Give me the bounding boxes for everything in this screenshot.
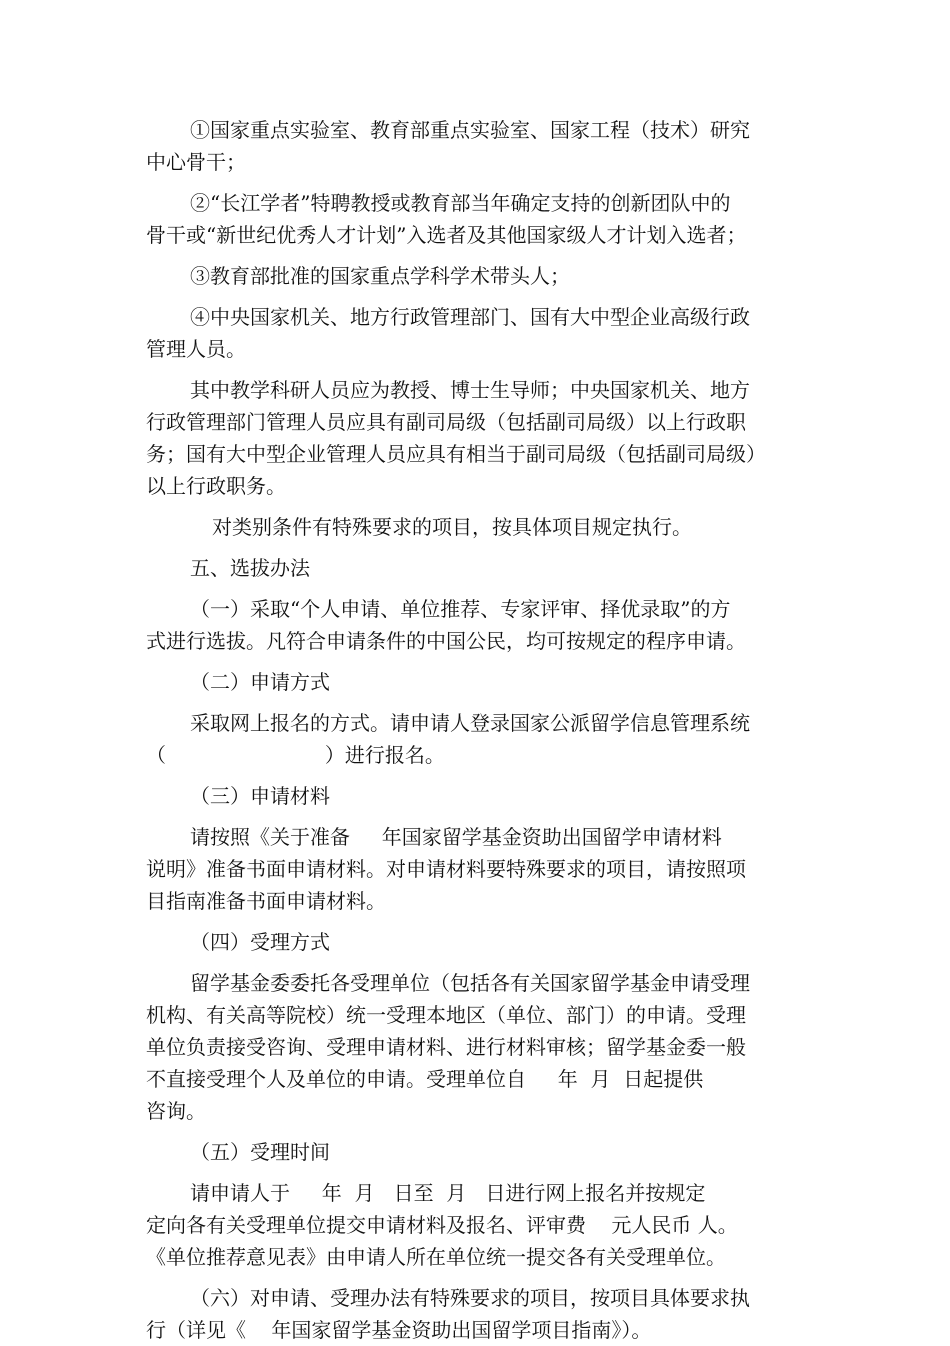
paragraph-line: （六）对申请、受理办法有特殊要求的项目，按项目具体要求执 bbox=[190, 1286, 750, 1310]
subsection-heading: （三）申请材料 bbox=[190, 784, 330, 808]
subsection-heading: （五）受理时间 bbox=[190, 1140, 330, 1164]
paragraph-line: 定向各有关受理单位提交申请材料及报名、评审费 元人民币 人。 bbox=[146, 1213, 738, 1237]
paragraph-line: 骨干或“新世纪优秀人才计划”入选者及其他国家级人才计划入选者； bbox=[146, 223, 747, 247]
paragraph-line: 咨询。 bbox=[146, 1099, 206, 1123]
paragraph-line: 务；国有大中型企业管理人员应具有相当于副司局级（包括副司局级） bbox=[146, 442, 766, 466]
paragraph-line: ③教育部批准的国家重点学科学术带头人； bbox=[190, 264, 570, 288]
paragraph-line: 说明》准备书面申请材料。对申请材料要特殊要求的项目，请按照项 bbox=[146, 857, 746, 881]
paragraph-line: 采取网上报名的方式。请申请人登录国家公派留学信息管理系统 bbox=[190, 711, 750, 735]
paragraph-line: ②“长江学者”特聘教授或教育部当年确定支持的创新团队中的 bbox=[190, 191, 731, 215]
paragraph-line: （ ）进行报名。 bbox=[146, 743, 445, 767]
paragraph-line: 单位负责接受咨询、受理申请材料、进行材料审核；留学基金委一般 bbox=[146, 1035, 746, 1059]
paragraph-line: 行（详见《 年国家留学基金资助出国留学项目指南》）。 bbox=[146, 1318, 652, 1342]
paragraph-line: 《单位推荐意见表》由申请人所在单位统一提交各有关受理单位。 bbox=[146, 1245, 726, 1269]
paragraph-line: 请按照《关于准备 年国家留学基金资助出国留学申请材料 bbox=[190, 825, 722, 849]
paragraph-line: 行政管理部门管理人员应具有副司局级（包括副司局级）以上行政职 bbox=[146, 410, 746, 434]
paragraph-line: 中心骨干； bbox=[146, 150, 246, 174]
paragraph-line: 请申请人于 年 月 日至 月 日进行网上报名并按规定 bbox=[190, 1181, 706, 1205]
subsection-heading: （二）申请方式 bbox=[190, 670, 330, 694]
paragraph-line: （一）采取“个人申请、单位推荐、专家评审、择优录取”的方 bbox=[190, 597, 731, 621]
paragraph-line: 留学基金委委托各受理单位（包括各有关国家留学基金申请受理 bbox=[190, 971, 750, 995]
document-body bbox=[146, 114, 806, 1346]
paragraph-line: 机构、有关高等院校）统一受理本地区（单位、部门）的申请。受理 bbox=[146, 1003, 746, 1027]
paragraph-line: ④中央国家机关、地方行政管理部门、国有大中型企业高级行政 bbox=[190, 305, 750, 329]
paragraph-line: 不直接受理个人及单位的申请。受理单位自 年 月 日起提供 bbox=[146, 1067, 704, 1091]
section-heading: 五、选拔办法 bbox=[190, 556, 310, 580]
paragraph-line: 其中教学科研人员应为教授、博士生导师；中央国家机关、地方 bbox=[190, 378, 750, 402]
paragraph-line: 对类别条件有特殊要求的项目，按具体项目规定执行。 bbox=[212, 515, 692, 539]
paragraph-line: 目指南准备书面申请材料。 bbox=[146, 889, 386, 913]
paragraph-line: 式进行选拔。凡符合申请条件的中国公民，均可按规定的程序申请。 bbox=[146, 629, 746, 653]
paragraph-line: 管理人员。 bbox=[146, 337, 246, 361]
paragraph-line: ①国家重点实验室、教育部重点实验室、国家工程（技术）研究 bbox=[190, 118, 750, 142]
subsection-heading: （四）受理方式 bbox=[190, 930, 330, 954]
paragraph-line: 以上行政职务。 bbox=[146, 474, 286, 498]
